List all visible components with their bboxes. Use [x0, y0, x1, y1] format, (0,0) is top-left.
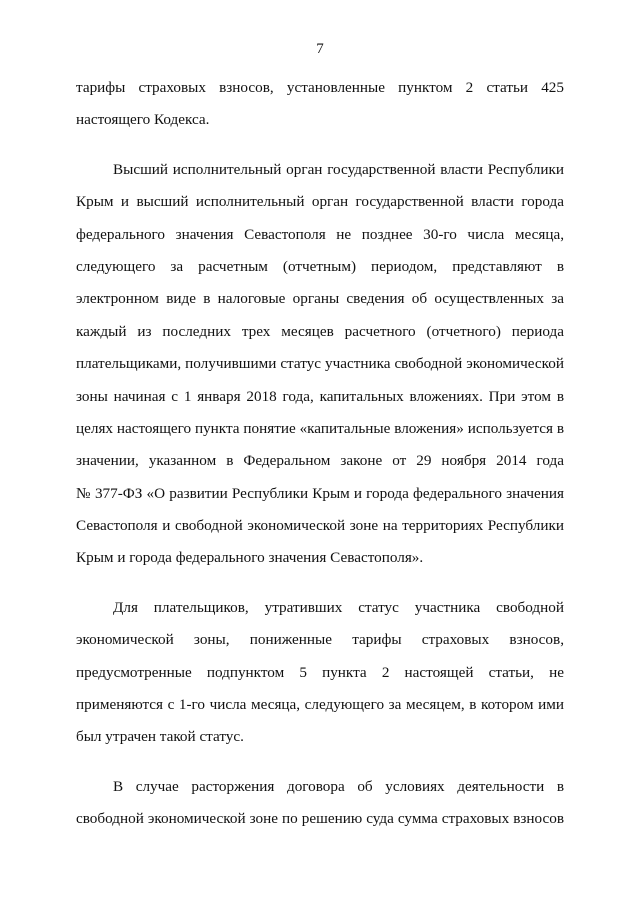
- text-line: электронном виде в налоговые органы сведения об осуществленных за: [76, 290, 564, 308]
- text-line: настоящего Кодекса.: [76, 111, 210, 129]
- text-line: Для плательщиков, утративших статус участника свободной: [113, 598, 564, 616]
- text-line: целях настоящего пункта понятие «капитальные вложения» используется в: [76, 419, 564, 437]
- text-line: следующего за расчетным (отчетным) периодом, представляют в: [76, 257, 564, 275]
- text-line: зоны начиная с 1 января 2018 года, капитальных вложениях. При этом в: [76, 387, 564, 405]
- paragraph-2: [76, 154, 564, 575]
- text-line: плательщиками, получившими статус участника свободной экономической: [76, 355, 564, 373]
- text-line: был утрачен такой статус.: [76, 728, 244, 746]
- document-body: [76, 72, 564, 836]
- text-line: № 377-ФЗ «О развитии Республики Крым и города федерального значения: [76, 484, 564, 502]
- text-line: применяются с 1-го числа месяца, следующего за месяцем, в котором ими: [76, 696, 564, 714]
- text-line: экономической зоны, пониженные тарифы страховых взносов,: [76, 631, 564, 649]
- paragraph-4: [76, 771, 564, 836]
- text-line: предусмотренные подпунктом 5 пункта 2 настоящей статьи, не: [76, 663, 564, 681]
- text-line: тарифы страховых взносов, установленные пунктом 2 статьи 425: [76, 79, 564, 96]
- paragraph-1: [76, 72, 564, 137]
- text-line: каждый из последних трех месяцев расчетного (отчетного) периода: [76, 322, 564, 340]
- text-line: значении, указанном в Федеральном законе от 29 ноября 2014 года: [76, 452, 564, 470]
- text-line: В случае расторжения договора об условиях деятельности в: [113, 777, 564, 795]
- paragraph-3: [76, 592, 564, 754]
- text-line: Севастополя и свободной экономической зоне на территориях Республики: [76, 517, 564, 535]
- text-line: федерального значения Севастополя не позднее 30-го числа месяца,: [76, 225, 564, 243]
- text-line: Крым и города федерального значения Севастополя».: [76, 549, 424, 567]
- page-number: 7: [316, 41, 324, 57]
- text-line: Крым и высший исполнительный орган государственной власти города: [76, 193, 564, 211]
- text-line: Высший исполнительный орган государственной власти Республики: [113, 160, 564, 178]
- text-line: свободной экономической зоне по решению суда сумма страховых взносов: [76, 810, 564, 828]
